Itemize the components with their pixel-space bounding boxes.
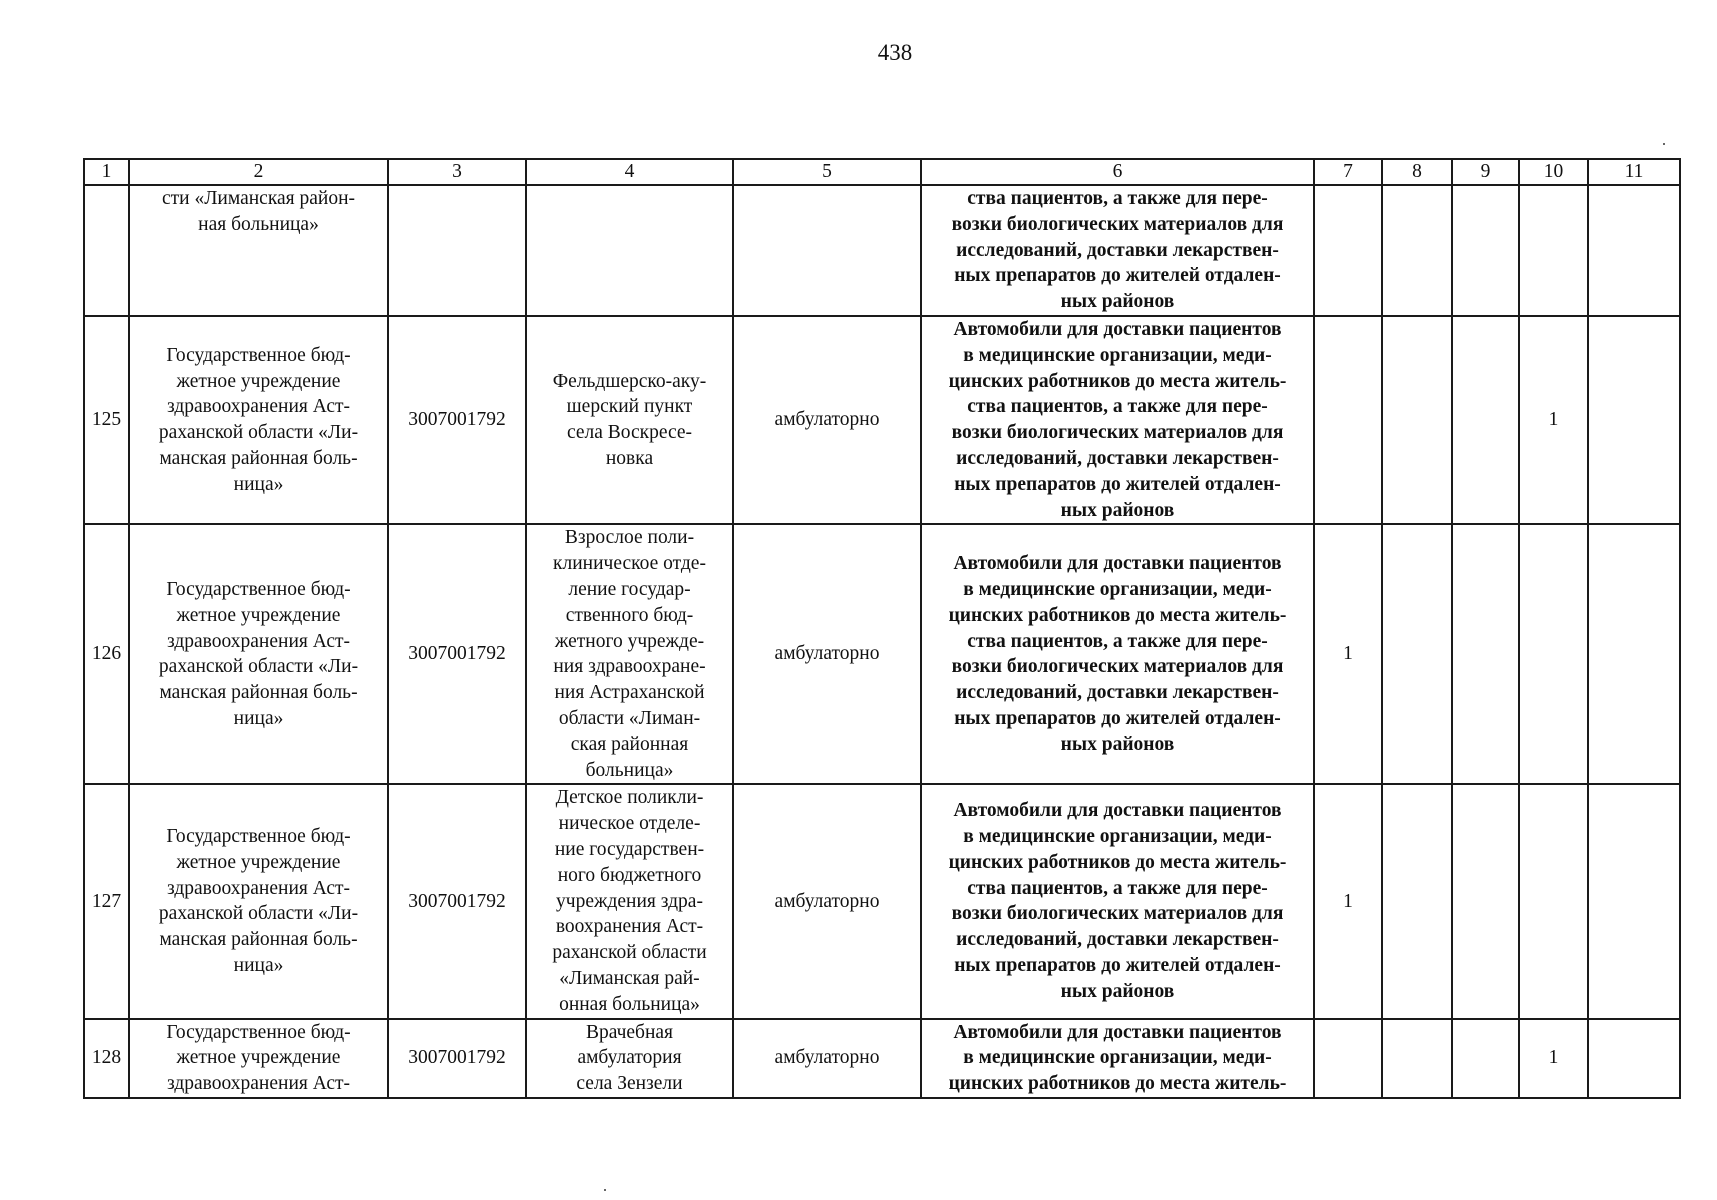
cell-col-9 xyxy=(1452,784,1519,1018)
scan-speck xyxy=(604,1189,606,1191)
cell-text xyxy=(926,798,1309,1004)
data-table xyxy=(83,158,1681,1099)
column-header-row xyxy=(84,159,1680,185)
text-line: в медицинские организации, меди- xyxy=(963,1047,1272,1069)
cell-purpose xyxy=(921,185,1314,316)
table-row-127 xyxy=(84,784,1680,1018)
column-header: 3 xyxy=(388,159,526,185)
text-line: возки биологических материалов для xyxy=(951,213,1284,235)
cell-org xyxy=(129,784,388,1018)
cell-org xyxy=(129,1019,388,1098)
column-header: 10 xyxy=(1519,159,1588,185)
cell-inn: 3007001792 xyxy=(388,524,526,784)
text-line: ская районная xyxy=(570,733,689,755)
column-header: 1 xyxy=(84,159,129,185)
text-line: жетное учреждение xyxy=(176,604,341,626)
text-line: ния Астраханской xyxy=(554,682,705,704)
text-line: ных районов xyxy=(1060,733,1175,755)
cell-care-type: амбулаторно xyxy=(733,316,921,524)
text-line: в медицинские организации, меди- xyxy=(963,826,1272,848)
text-line: цинских работников до места житель- xyxy=(948,370,1287,392)
text-line: раханской области xyxy=(552,942,707,964)
cell-inn: 3007001792 xyxy=(388,784,526,1018)
table-row-125 xyxy=(84,316,1680,524)
cell-purpose xyxy=(921,784,1314,1018)
text-line: ных препаратов до жителей отдален- xyxy=(954,707,1281,729)
text-line: воохранения Аст- xyxy=(555,916,704,938)
text-line: Врачебная xyxy=(585,1021,674,1043)
column-header: 4 xyxy=(526,159,733,185)
text-line: исследований, доставки лекарствен- xyxy=(956,929,1279,951)
cell-care-type: амбулаторно xyxy=(733,1019,921,1098)
text-line: исследований, доставки лекарствен- xyxy=(956,447,1279,469)
column-header: 9 xyxy=(1452,159,1519,185)
text-line: области «Лиман- xyxy=(558,707,701,729)
cell-col-11 xyxy=(1588,784,1680,1018)
cell-division xyxy=(526,524,733,784)
text-line: Государственное бюд- xyxy=(166,826,351,848)
cell-col-9 xyxy=(1452,185,1519,316)
cell-text xyxy=(134,343,383,498)
text-line: Государственное бюд- xyxy=(166,578,351,600)
text-line: раханской области «Ли- xyxy=(158,656,359,678)
cell-division xyxy=(526,784,733,1018)
text-line: амбулатория xyxy=(577,1047,682,1069)
column-header: 6 xyxy=(921,159,1314,185)
text-line: больница» xyxy=(585,759,674,781)
text-line: села Воскресе- xyxy=(566,422,693,444)
cell-col-8 xyxy=(1382,1019,1452,1098)
cell-col-7: 1 xyxy=(1314,524,1382,784)
cell-org xyxy=(129,185,388,316)
column-header: 2 xyxy=(129,159,388,185)
text-line: здравоохранения Аст- xyxy=(167,1073,350,1095)
text-line: манская районная боль- xyxy=(159,929,358,951)
text-line: ных районов xyxy=(1060,980,1175,1002)
text-line: ница» xyxy=(233,955,284,976)
cell-col-11 xyxy=(1588,524,1680,784)
cell-division xyxy=(526,316,733,524)
cell-text xyxy=(134,1020,383,1097)
scan-speck xyxy=(1663,143,1665,145)
text-line: Государственное бюд- xyxy=(166,344,351,366)
text-line: ная больница» xyxy=(198,213,319,235)
text-line: здравоохранения Аст- xyxy=(167,877,350,899)
text-line: здравоохранения Аст- xyxy=(167,396,350,418)
text-line: «Лиманская рай- xyxy=(559,967,700,989)
column-header: 5 xyxy=(733,159,921,185)
cell-num: 128 xyxy=(84,1019,129,1098)
cell-num: 126 xyxy=(84,524,129,784)
text-line: ных районов xyxy=(1060,291,1175,313)
text-line: возки биологических материалов для xyxy=(951,903,1284,925)
cell-division xyxy=(526,1019,733,1098)
text-line: цинских работников до места житель- xyxy=(948,1073,1287,1095)
cell-purpose xyxy=(921,316,1314,524)
text-line: Взрослое поли- xyxy=(564,527,695,549)
text-line: ных препаратов до жителей отдален- xyxy=(954,265,1281,287)
cell-col-7 xyxy=(1314,185,1382,316)
cell-col-10 xyxy=(1519,185,1588,316)
cell-text xyxy=(134,186,383,238)
text-line: ного бюджетного xyxy=(557,864,702,886)
text-line: Детское поликли- xyxy=(555,787,704,809)
text-line: Государственное бюд- xyxy=(166,1021,351,1043)
cell-care-type: амбулаторно xyxy=(733,524,921,784)
cell-text xyxy=(926,317,1309,523)
cell-text xyxy=(531,1020,728,1097)
cell-text xyxy=(531,525,728,783)
cell-col-8 xyxy=(1382,185,1452,316)
text-line: ница» xyxy=(233,473,284,495)
text-line: ственного бюд- xyxy=(565,604,694,626)
text-line: ства пациентов, а также для пере- xyxy=(967,188,1268,209)
text-line: возки биологических материалов для xyxy=(951,656,1284,678)
cell-inn: 3007001792 xyxy=(388,1019,526,1098)
cell-purpose xyxy=(921,524,1314,784)
text-line: возки биологических материалов для xyxy=(951,422,1284,444)
cell-col-9 xyxy=(1452,1019,1519,1098)
cell-inn xyxy=(388,185,526,316)
column-header: 11 xyxy=(1588,159,1680,185)
text-line: клиническое отде- xyxy=(553,553,706,575)
column-header: 7 xyxy=(1314,159,1382,185)
cell-text xyxy=(926,551,1309,757)
cell-col-11 xyxy=(1588,185,1680,316)
text-line: жетное учреждение xyxy=(176,1047,341,1069)
cell-text xyxy=(531,785,728,1017)
text-line: исследований, доставки лекарствен- xyxy=(956,239,1279,261)
text-line: ническое отделе- xyxy=(558,813,701,835)
text-line: ных препаратов до жителей отдален- xyxy=(954,473,1281,495)
text-line: ства пациентов, а также для пере- xyxy=(967,630,1268,652)
cell-col-7: 1 xyxy=(1314,784,1382,1018)
cell-col-11 xyxy=(1588,1019,1680,1098)
text-line: здравоохранения Аст- xyxy=(167,630,350,652)
cell-col-8 xyxy=(1382,524,1452,784)
cell-org xyxy=(129,316,388,524)
cell-care-type: амбулаторно xyxy=(733,784,921,1018)
text-line: Автомобили для доставки пациентов xyxy=(953,1021,1282,1043)
cell-col-10: 1 xyxy=(1519,316,1588,524)
cell-text xyxy=(531,369,728,472)
cell-text xyxy=(926,186,1309,315)
text-line: жетное учреждение xyxy=(176,851,341,873)
text-line: сти «Лиманская район- xyxy=(161,188,356,209)
text-line: шерский пункт xyxy=(566,396,693,418)
cell-num: 127 xyxy=(84,784,129,1018)
text-line: ных препаратов до жителей отдален- xyxy=(954,955,1281,976)
text-line: села Зензели xyxy=(576,1073,683,1095)
cell-num xyxy=(84,185,129,316)
cell-col-9 xyxy=(1452,316,1519,524)
text-line: Фельдшерско-аку- xyxy=(552,370,707,392)
text-line: Автомобили для доставки пациентов xyxy=(953,318,1282,340)
cell-col-10: 1 xyxy=(1519,1019,1588,1098)
text-line: раханской области «Ли- xyxy=(158,903,359,925)
text-line: цинских работников до места житель- xyxy=(948,851,1287,873)
cell-col-8 xyxy=(1382,316,1452,524)
cell-division xyxy=(526,185,733,316)
cell-text xyxy=(134,824,383,979)
cell-col-8 xyxy=(1382,784,1452,1018)
text-line: Автомобили для доставки пациентов xyxy=(953,800,1282,822)
cell-org xyxy=(129,524,388,784)
text-line: ства пациентов, а также для пере- xyxy=(967,396,1268,418)
text-line: ница» xyxy=(233,707,284,729)
text-line: учреждения здра- xyxy=(556,890,703,912)
text-line: ние государствен- xyxy=(554,838,705,860)
page-number: 438 xyxy=(877,40,913,65)
column-header: 8 xyxy=(1382,159,1452,185)
text-line: исследований, доставки лекарствен- xyxy=(956,682,1279,704)
cell-col-9 xyxy=(1452,524,1519,784)
cell-col-7 xyxy=(1314,1019,1382,1098)
cell-col-7 xyxy=(1314,316,1382,524)
text-line: новка xyxy=(605,447,654,469)
text-line: онная больница» xyxy=(559,993,700,1015)
text-line: ства пациентов, а также для пере- xyxy=(967,877,1268,899)
cell-col-10 xyxy=(1519,524,1588,784)
text-line: ление государ- xyxy=(568,578,691,600)
text-line: в медицинские организации, меди- xyxy=(963,344,1272,366)
text-line: Автомобили для доставки пациентов xyxy=(953,553,1282,575)
cell-purpose xyxy=(921,1019,1314,1098)
cell-text xyxy=(926,1020,1309,1097)
cell-col-11 xyxy=(1588,316,1680,524)
text-line: манская районная боль- xyxy=(159,682,358,704)
table-row-continuation xyxy=(84,185,1680,316)
text-line: манская районная боль- xyxy=(159,447,358,469)
cell-text xyxy=(134,577,383,732)
cell-inn: 3007001792 xyxy=(388,316,526,524)
text-line: ных районов xyxy=(1060,499,1175,521)
table-row-128 xyxy=(84,1019,1680,1098)
cell-care-type xyxy=(733,185,921,316)
table-row-126 xyxy=(84,524,1680,784)
text-line: цинских работников до места житель- xyxy=(948,604,1287,626)
text-line: раханской области «Ли- xyxy=(158,422,359,444)
text-line: жетного учрежде- xyxy=(554,630,705,652)
cell-col-10 xyxy=(1519,784,1588,1018)
text-line: в медицинские организации, меди- xyxy=(963,578,1272,600)
cell-num: 125 xyxy=(84,316,129,524)
text-line: ния здравоохране- xyxy=(553,656,706,678)
text-line: жетное учреждение xyxy=(176,370,341,392)
